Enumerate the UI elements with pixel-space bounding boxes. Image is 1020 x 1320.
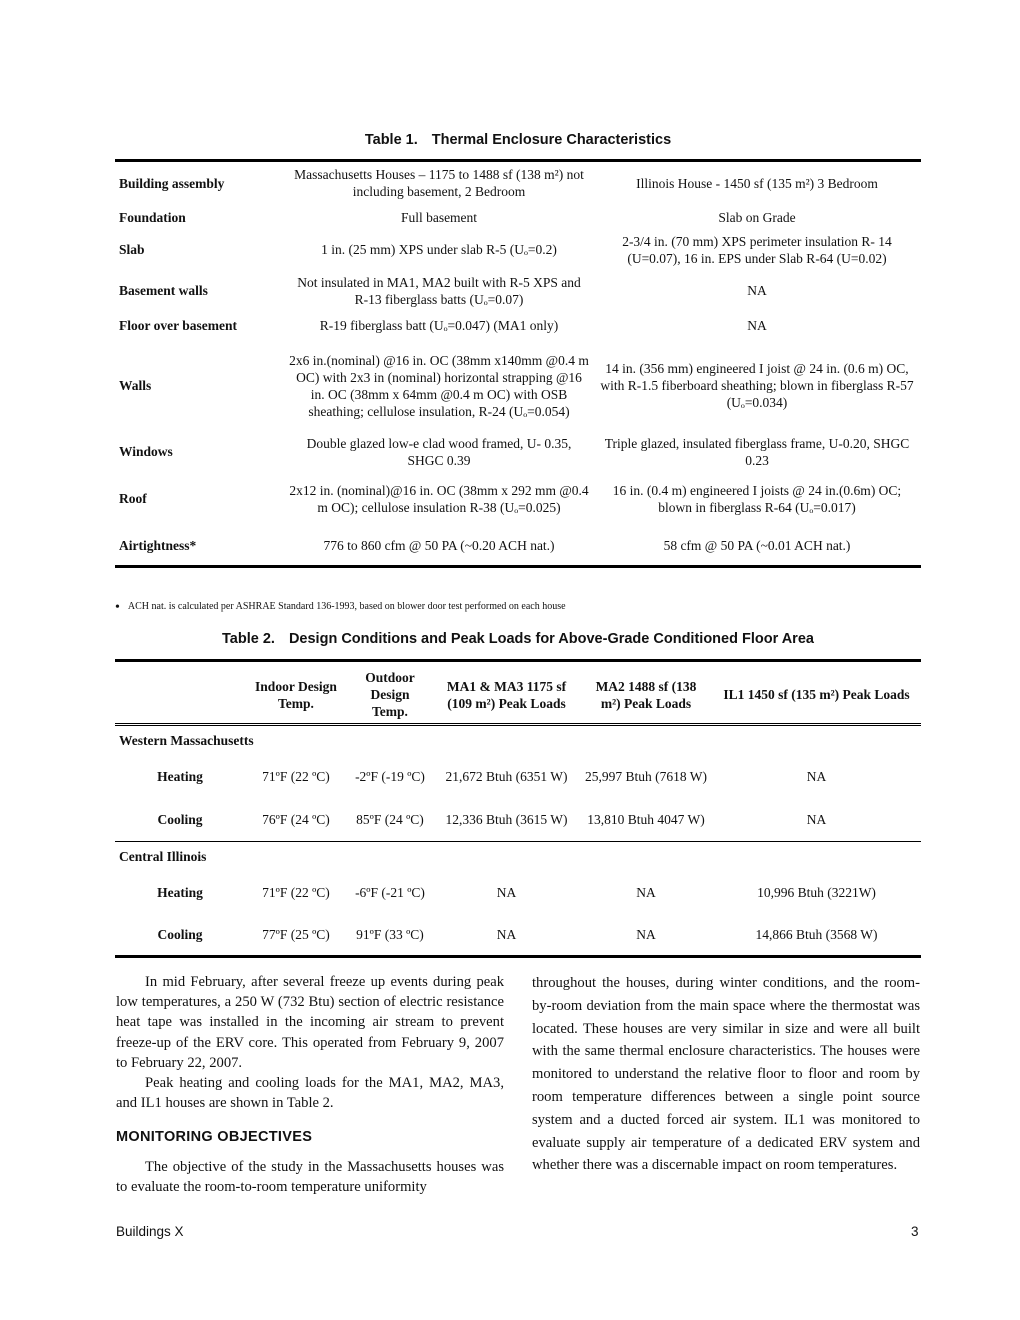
il-value: Triple glazed, insulated fiberglass frame, U-0.20, SHGC 0.23 bbox=[604, 435, 910, 468]
row-label: Walls bbox=[119, 378, 152, 393]
ma13-load: 12,336 Btuh (3615 W) bbox=[445, 811, 568, 827]
header-ma2: MA2 1488 sf (138 m²) Peak Loads bbox=[595, 678, 697, 711]
footer-journal: Buildings X bbox=[116, 1224, 184, 1239]
outdoor-temp: -2ºF (-19 ºC) bbox=[355, 769, 425, 784]
region-name: Central Illinois bbox=[119, 848, 207, 864]
outdoor-temp: 85ºF (24 ºC) bbox=[356, 811, 424, 827]
il1-load: 14,866 Btuh (3568 W) bbox=[755, 926, 878, 942]
table1-footnote: • ACH nat. is calculated per ASHRAE Standard 136-1993, based on blower door test performed on each house bbox=[115, 600, 566, 615]
il-value: Slab on Grade bbox=[718, 210, 796, 225]
body-column-right bbox=[532, 972, 920, 1177]
ma-value: 2x12 in. (nominal)@16 in. OC (38mm x 292 mm @0.4 m OC); cellulose insulation R-38 (Uₒ=0.025) bbox=[289, 482, 589, 515]
table1-row bbox=[115, 339, 921, 433]
paragraph: throughout the houses, during winter conditions, and the room-by-room deviation from the main space where the thermostat was located. These houses are very similar in size and were all built with the same thermal enclosure characteristics. The houses were monitored to understand the relative floor to floor and room by room temperature differences between a single point source system and a ducted forced air system. IL1 was monitored to evaluate supply air temperature of a dedicated ERV system and whether there was a discernable impact on room temperatures. bbox=[532, 975, 920, 1174]
ma-value: 1 in. (25 mm) XPS under slab R-5 (Uₒ=0.2) bbox=[321, 242, 557, 257]
table1-row bbox=[115, 527, 921, 567]
ma2-load: NA bbox=[636, 926, 656, 942]
indoor-temp: 71ºF (22 ºC) bbox=[262, 884, 330, 900]
region-row bbox=[115, 841, 921, 871]
il-value: NA bbox=[747, 283, 767, 298]
indoor-temp: 76ºF (24 ºC) bbox=[262, 811, 330, 827]
header-ma13: MA1 & MA3 1175 sf (109 m²) Peak Loads bbox=[446, 678, 567, 711]
table1-number: Table 1. bbox=[364, 132, 418, 148]
row-label: Roof bbox=[119, 491, 147, 506]
ma-value: R-19 fiberglass batt (Uₒ=0.047) (MA1 only) bbox=[319, 318, 559, 333]
footnote-text: ACH nat. is calculated per ASHRAE Standard 136-1993, based on blower door test performed on each house bbox=[127, 601, 566, 612]
table1-caption bbox=[115, 132, 921, 148]
ma2-load: 25,997 Btuh (7618 W) bbox=[585, 769, 707, 784]
page-number: 3 bbox=[911, 1224, 919, 1239]
il1-load: NA bbox=[806, 769, 827, 784]
region-name: Western Massachusetts bbox=[119, 733, 254, 748]
body-column-left bbox=[116, 972, 504, 1197]
ma13-load: NA bbox=[496, 926, 517, 942]
il-value: NA bbox=[747, 318, 767, 333]
row-label: Building assembly bbox=[119, 175, 225, 191]
il-value: Illinois House - 1450 sf (135 m²) 3 Bedroom bbox=[636, 175, 878, 191]
indoor-temp: 77ºF (25 ºC) bbox=[262, 926, 330, 942]
il1-load: NA bbox=[806, 811, 827, 827]
indoor-temp: 71ºF (22 ºC) bbox=[262, 769, 330, 784]
row-label: Heating bbox=[157, 884, 203, 900]
outdoor-temp: -6ºF (-21 ºC) bbox=[355, 884, 425, 900]
table2-row bbox=[115, 871, 921, 914]
ma-value: 2x6 in.(nominal) @16 in. OC (38mm x140mm @0.4 m OC) with 2x3 in (nominal) horizontal strapping @16 in. OC (38mm x 64mm @0.4 m OC) with OSB sheathing; cellulose insulation, R-24 (Uₒ=0.054) bbox=[289, 352, 589, 419]
table1-row bbox=[115, 471, 921, 527]
paragraph: In mid February, after several freeze up events during peak low temperatures, a 250 W (732 Btu) section of electric resistance heat tape was installed in the incoming air stream to prevent freeze-up of the ERV core. This operated from February 9, 2007 to February 22, 2007. bbox=[116, 974, 504, 1071]
table2-row bbox=[115, 798, 921, 841]
paragraph: Peak heating and cooling loads for the MA1, MA2, MA3, and IL1 houses are shown in Table 2. bbox=[116, 1075, 504, 1112]
ma-value: Not insulated in MA1, MA2 built with R-5 XPS and R-13 fiberglass batts (Uₒ=0.07) bbox=[297, 274, 581, 307]
thermal-enclosure-table bbox=[115, 159, 921, 568]
table2-title: Design Conditions and Peak Loads for Above-Grade Conditioned Floor Area bbox=[288, 631, 814, 647]
table1-row bbox=[115, 231, 921, 269]
section-heading: MONITORING OBJECTIVES bbox=[116, 1129, 313, 1146]
table1-title: Thermal Enclosure Characteristics bbox=[431, 132, 672, 148]
outdoor-temp: 91ºF (33 ºC) bbox=[356, 926, 424, 942]
row-label: Slab bbox=[119, 242, 145, 257]
ma-value: Massachusetts Houses – 1175 to 1488 sf (138 m²) not including basement, 2 Bedroom bbox=[294, 167, 584, 200]
table1-row bbox=[115, 269, 921, 313]
row-label: Heating bbox=[157, 769, 203, 784]
ma-value: Full basement bbox=[400, 210, 478, 225]
ma2-load: NA bbox=[636, 884, 656, 900]
row-label: Foundation bbox=[119, 210, 186, 225]
il-value: 58 cfm @ 50 PA (~0.01 ACH nat.) bbox=[663, 538, 851, 554]
row-label: Airtightness* bbox=[119, 538, 197, 554]
row-label: Cooling bbox=[157, 926, 203, 942]
table1-row bbox=[115, 205, 921, 231]
region-row bbox=[115, 725, 921, 756]
row-label: Cooling bbox=[157, 811, 203, 827]
table2-row bbox=[115, 755, 921, 798]
table2-caption bbox=[115, 631, 921, 647]
header-outdoor: Outdoor Design Temp. bbox=[365, 670, 415, 719]
header-indoor: Indoor Design Temp. bbox=[255, 678, 337, 711]
row-label: Windows bbox=[119, 444, 173, 459]
design-conditions-table bbox=[115, 659, 921, 958]
ma-value: Double glazed low-e clad wood framed, U- 0.35, SHGC 0.39 bbox=[306, 435, 572, 468]
ma2-load: 13,810 Btuh 4047 W) bbox=[587, 811, 705, 827]
ma-value: 776 to 860 cfm @ 50 PA (~0.20 ACH nat.) bbox=[323, 538, 555, 554]
il1-load: 10,996 Btuh (3221W) bbox=[757, 884, 876, 900]
row-label: Basement walls bbox=[119, 283, 208, 298]
table2-header-row bbox=[115, 661, 921, 725]
header-il1: IL1 1450 sf (135 m²) Peak Loads bbox=[723, 687, 910, 702]
ma13-load: NA bbox=[496, 884, 517, 900]
ma13-load: 21,672 Btuh (6351 W) bbox=[445, 769, 568, 784]
table1-row bbox=[115, 313, 921, 339]
table1-row bbox=[115, 433, 921, 471]
table2-number: Table 2. bbox=[222, 631, 275, 647]
il-value: 16 in. (0.4 m) engineered I joists @ 24 in.(0.6m) OC; blown in fiberglass R-64 (Uₒ=0.017) bbox=[612, 482, 902, 515]
row-label: Floor over basement bbox=[119, 318, 237, 333]
table1-row bbox=[115, 161, 921, 205]
table2-row bbox=[115, 914, 921, 957]
il-value: 2-3/4 in. (70 mm) XPS perimeter insulation R- 14 (U=0.07), 16 in. EPS under Slab R-64 (U=0.02) bbox=[622, 233, 892, 266]
paragraph: The objective of the study in the Massachusetts houses was to evaluate the room-to-room temperature uniformity bbox=[116, 1158, 504, 1195]
il-value: 14 in. (356 mm) engineered I joist @ 24 in. (0.6 m) OC, with R-1.5 fiberboard sheathing; blown in fiberglass R-57 (Uₒ=0.034) bbox=[600, 361, 914, 410]
